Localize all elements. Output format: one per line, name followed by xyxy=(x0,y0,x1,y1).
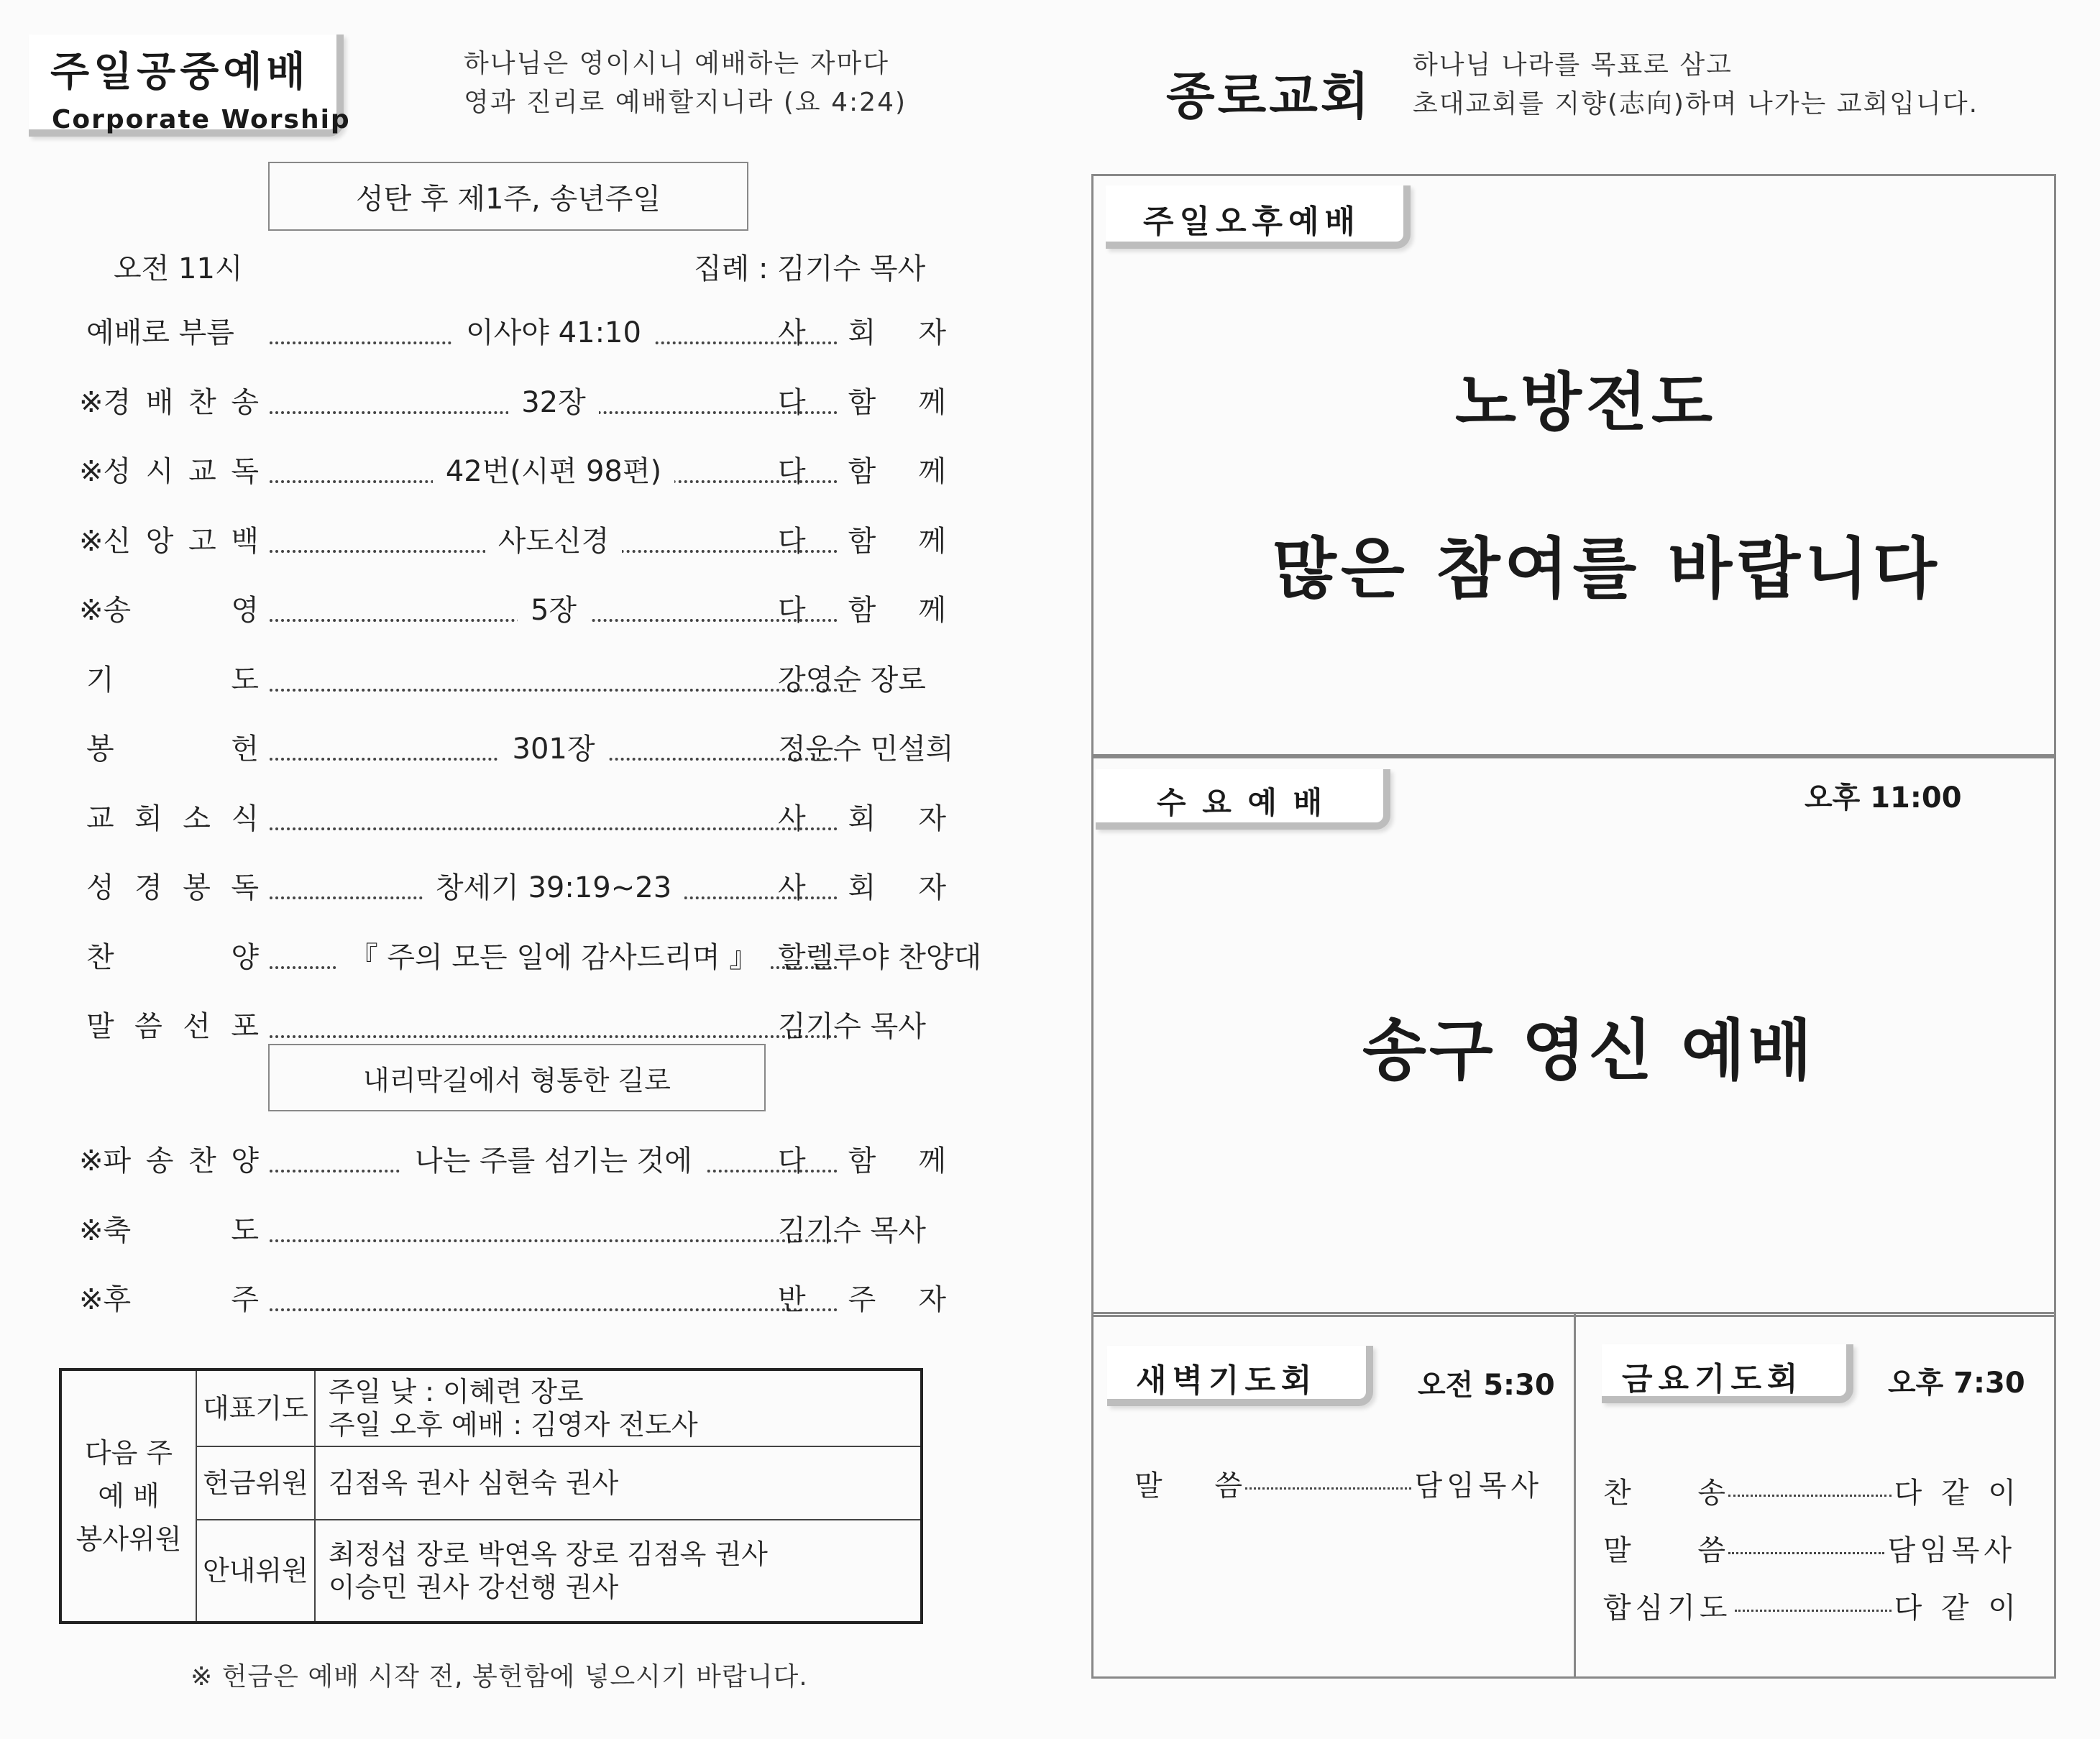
spaced-char: 다 xyxy=(778,455,806,488)
offering-note: ※ 헌금은 예배 시작 전, 봉헌함에 넣으시기 바랍니다. xyxy=(191,1662,808,1692)
order-item-leader: 강영순 장로 xyxy=(778,663,926,697)
volunteers-heading-line2: 예 배 xyxy=(98,1480,160,1512)
spaced-char: 도 xyxy=(231,663,259,697)
service-time: 오전 11시 xyxy=(114,252,243,285)
spaced-char: 찬 xyxy=(188,1144,216,1178)
order-item-content: 5장 xyxy=(518,594,590,627)
spaced-char: 께 xyxy=(918,385,946,419)
order-row xyxy=(86,1005,946,1048)
spaced-char: 자 xyxy=(918,1283,946,1316)
dawn-prayer-time: 오전 5:30 xyxy=(1418,1369,1555,1402)
leader-dots xyxy=(1735,1610,1892,1612)
order-item-content: 이사야 41:10 xyxy=(453,316,654,349)
role-label: 헌금위원 xyxy=(196,1446,315,1520)
members-line: 주일 낮 : 이혜련 장로 xyxy=(328,1376,584,1408)
leader-dots xyxy=(270,1035,838,1038)
motto-line-2: 초대교회를 지향(志向)하며 나가는 교회입니다. xyxy=(1413,89,1979,119)
order-row xyxy=(79,381,946,424)
spaced-char: 송 xyxy=(231,385,259,419)
spaced-char: 영 xyxy=(231,594,259,627)
leader-dots xyxy=(1728,1495,1892,1497)
spaced-char: 회 xyxy=(848,871,876,904)
friday-item-name: 합심기도 xyxy=(1603,1592,1732,1625)
members-line: 이승민 권사 강선행 권사 xyxy=(328,1571,619,1603)
friday-item xyxy=(1603,1528,2016,1569)
order-item-name xyxy=(79,1139,259,1183)
spaced-char: 다 xyxy=(778,594,806,627)
leader-dots xyxy=(270,827,838,830)
friday-item-by: 담임목사 xyxy=(1887,1534,2016,1567)
wednesday-service-label: 수 요 예 배 xyxy=(1157,785,1326,820)
order-item-content-wrap xyxy=(270,520,838,563)
order-row xyxy=(79,1278,946,1321)
friday-item-name: 말 씀 xyxy=(1603,1534,1725,1567)
spaced-char: 께 xyxy=(918,524,946,558)
spaced-char: 자 xyxy=(918,871,946,904)
sermon-title: 내리막길에서 형통한 길로 xyxy=(268,1044,766,1111)
spaced-char: 도 xyxy=(231,1213,259,1247)
spaced-char: 함 xyxy=(848,594,876,627)
order-row xyxy=(79,520,946,563)
friday-prayer-time: 오후 7:30 xyxy=(1888,1367,2025,1400)
order-item-name xyxy=(86,1005,259,1048)
spaced-char: ※경 xyxy=(79,385,132,419)
order-item-leader xyxy=(778,866,946,909)
dawn-item-by: 담임목사 xyxy=(1414,1469,1543,1502)
members-line: 최정섭 장로 박연옥 장로 김점옥 권사 xyxy=(328,1538,768,1570)
order-row xyxy=(86,797,946,840)
role-members xyxy=(315,1520,922,1623)
order-item-leader xyxy=(778,1278,946,1321)
church-motto xyxy=(1413,46,1979,124)
spaced-char: 기 xyxy=(86,663,114,697)
order-item-content-wrap xyxy=(270,311,838,354)
spaced-char: 사 xyxy=(778,871,806,904)
order-item-content: 창세기 39:19~23 xyxy=(423,871,684,904)
volunteers-heading-line3: 봉사위원 xyxy=(75,1523,182,1555)
header-english: Corporate Worship xyxy=(52,105,351,134)
afternoon-line-2: 많은 참여를 바랍니다 xyxy=(1273,531,1941,607)
order-item-name: 예배로 부름 xyxy=(86,316,234,349)
order-item-content-wrap xyxy=(270,866,838,909)
order-item-leader xyxy=(778,589,946,632)
role-label: 대표기도 xyxy=(196,1369,315,1446)
order-item-name xyxy=(86,797,259,840)
friday-prayer-label: 금요기도회 xyxy=(1622,1361,1804,1398)
verse-line-1: 하나님은 영이시니 예배하는 자마다 xyxy=(464,49,889,78)
header-korean: 주일공중예배 xyxy=(50,49,310,96)
order-row xyxy=(86,866,946,909)
order-item-content: 32장 xyxy=(508,386,599,419)
spaced-char: 함 xyxy=(848,385,876,419)
spaced-char: 다 xyxy=(778,1144,806,1178)
order-row xyxy=(79,1209,946,1252)
spaced-char: 소 xyxy=(183,802,211,835)
spaced-char: 양 xyxy=(231,1144,259,1178)
friday-item-by: 다 같 이 xyxy=(1894,1477,2016,1510)
spaced-char: 포 xyxy=(231,1010,259,1043)
spaced-char: 송 xyxy=(145,1144,174,1178)
spaced-char: ※후 xyxy=(79,1283,132,1316)
order-item-leader: 김기수 목사 xyxy=(778,1213,926,1247)
friday-item-name: 찬 송 xyxy=(1603,1477,1725,1510)
spaced-char: 성 xyxy=(86,871,114,904)
spaced-char: 독 xyxy=(231,871,259,904)
spaced-char: 봉 xyxy=(86,733,114,766)
order-item-name xyxy=(86,866,259,909)
order-item-name xyxy=(86,659,259,702)
friday-item-by: 다 같 이 xyxy=(1894,1592,2016,1625)
spaced-char: 앙 xyxy=(145,524,174,558)
order-item-name xyxy=(79,1278,259,1321)
afternoon-service-tab xyxy=(1106,185,1411,249)
spaced-char: 교 xyxy=(86,802,114,835)
spaced-char: 선 xyxy=(183,1010,211,1043)
scripture-verse xyxy=(464,45,907,122)
friday-item xyxy=(1603,1585,2016,1626)
afternoon-line-1: 노방전도 xyxy=(1455,365,1718,439)
spaced-char: 께 xyxy=(918,594,946,627)
spaced-char: 식 xyxy=(231,802,259,835)
role-members xyxy=(315,1369,922,1446)
members-line: 김점옥 권사 심현숙 권사 xyxy=(328,1467,619,1499)
order-item-name xyxy=(79,381,259,424)
spaced-char: 다 xyxy=(778,524,806,558)
order-item-content-wrap xyxy=(270,381,838,424)
spaced-char: 헌 xyxy=(231,733,259,766)
spaced-char: 말 xyxy=(86,1010,114,1043)
leader-dots xyxy=(270,1308,838,1311)
spaced-char: 자 xyxy=(918,316,946,349)
spaced-char: ※축 xyxy=(79,1213,132,1247)
motto-line-1: 하나님 나라를 목표로 삼고 xyxy=(1413,50,1733,80)
spaced-char: 자 xyxy=(918,802,946,835)
order-item-leader xyxy=(778,797,946,840)
wednesday-time: 오후 11:00 xyxy=(1805,781,1962,815)
role-members xyxy=(315,1446,922,1520)
dawn-prayer-tab xyxy=(1107,1346,1373,1406)
verse-line-2: 영과 진리로 예배할지니라 (요 4:24) xyxy=(464,88,907,117)
spaced-char: 사 xyxy=(778,316,806,349)
church-name: 종로교회 xyxy=(1166,67,1372,126)
week-title: 성탄 후 제1주, 송년주일 xyxy=(268,162,748,231)
order-item-content: 사도신경 xyxy=(485,525,623,558)
spaced-char: 회 xyxy=(848,802,876,835)
spaced-char: 배 xyxy=(145,385,174,419)
order-item-leader xyxy=(778,311,946,354)
order-item-leader xyxy=(778,381,946,424)
role-label: 안내위원 xyxy=(196,1520,315,1623)
dawn-item-name: 말 씀 xyxy=(1134,1469,1242,1502)
order-item-name xyxy=(79,450,259,493)
order-item-content-wrap xyxy=(270,936,838,979)
afternoon-service-label: 주일오후예배 xyxy=(1143,203,1362,240)
wednesday-text: 송구 영신 예배 xyxy=(1362,1012,1815,1089)
dawn-prayer-label: 새벽기도회 xyxy=(1136,1362,1318,1399)
spaced-char: 께 xyxy=(918,455,946,488)
order-item-leader: 김기수 목사 xyxy=(778,1010,926,1043)
volunteers-table xyxy=(59,1368,923,1624)
order-item-content: 301장 xyxy=(500,733,608,766)
order-item-content-wrap xyxy=(270,728,838,771)
spaced-char: 경 xyxy=(134,871,162,904)
spaced-char: ※파 xyxy=(79,1144,132,1178)
spaced-char: 주 xyxy=(848,1283,876,1316)
spaced-char: 함 xyxy=(848,524,876,558)
spaced-char: ※신 xyxy=(79,524,132,558)
order-item-content: 나는 주를 섬기는 것에 xyxy=(402,1144,705,1178)
spaced-char: 회 xyxy=(134,802,162,835)
order-item-name xyxy=(79,589,259,632)
presider: 집례 : 김기수 목사 xyxy=(694,252,926,285)
friday-prayer-tab xyxy=(1602,1344,1853,1403)
spaced-char: 교 xyxy=(188,455,216,488)
corporate-worship-tab xyxy=(29,35,351,137)
spaced-char: 찬 xyxy=(86,940,114,974)
wednesday-service-tab xyxy=(1096,769,1390,830)
order-row xyxy=(86,728,954,771)
order-row xyxy=(86,311,946,354)
spaced-char: 고 xyxy=(188,524,216,558)
leader-dots xyxy=(1245,1487,1411,1490)
order-item-name xyxy=(86,936,259,979)
leader-dots xyxy=(1728,1552,1884,1554)
spaced-char: 께 xyxy=(918,1144,946,1178)
spaced-char: 반 xyxy=(778,1283,806,1316)
spaced-char: 주 xyxy=(231,1283,259,1316)
order-item-content: 42번(시편 98편) xyxy=(433,455,674,488)
order-item-leader xyxy=(778,520,946,563)
members-line: 주일 오후 예배 : 김영자 전도사 xyxy=(328,1409,698,1441)
order-row xyxy=(86,936,982,979)
order-item-name xyxy=(86,728,259,771)
spaced-char: 백 xyxy=(231,524,259,558)
afternoon-service-box xyxy=(1091,174,2056,756)
spaced-char: 찬 xyxy=(188,385,216,419)
spaced-char: 시 xyxy=(145,455,174,488)
order-row xyxy=(86,659,946,702)
order-item-name xyxy=(79,1209,259,1252)
order-item-leader: 할렐루야 찬양대 xyxy=(778,940,982,974)
spaced-char: 함 xyxy=(848,1144,876,1178)
leader-dots xyxy=(270,689,838,692)
order-row xyxy=(79,1139,946,1183)
order-item-content: 『 주의 모든 일에 감사드리며 』 xyxy=(336,941,771,974)
order-item-content-wrap xyxy=(270,589,838,632)
order-item-leader xyxy=(778,1139,946,1183)
leader-dots xyxy=(270,1239,838,1242)
spaced-char: ※송 xyxy=(79,594,132,627)
order-row xyxy=(79,589,946,632)
friday-item xyxy=(1603,1470,2016,1511)
order-item-name xyxy=(79,520,259,563)
spaced-char: 회 xyxy=(848,316,876,349)
dawn-item xyxy=(1134,1463,1543,1504)
spaced-char: 씀 xyxy=(134,1010,162,1043)
spaced-char: 함 xyxy=(848,455,876,488)
order-item-content-wrap xyxy=(270,1139,838,1183)
order-row xyxy=(79,450,946,493)
spaced-char: ※성 xyxy=(79,455,132,488)
spaced-char: 독 xyxy=(231,455,259,488)
spaced-char: 양 xyxy=(231,940,259,974)
order-item-leader: 정운수 민설희 xyxy=(778,733,954,766)
spaced-char: 다 xyxy=(778,385,806,419)
volunteers-heading-line1: 다음 주 xyxy=(84,1437,173,1469)
volunteers-heading xyxy=(60,1369,196,1623)
order-item-leader xyxy=(778,450,946,493)
spaced-char: 봉 xyxy=(183,871,211,904)
spaced-char: 사 xyxy=(778,802,806,835)
order-item-content-wrap xyxy=(270,450,838,493)
